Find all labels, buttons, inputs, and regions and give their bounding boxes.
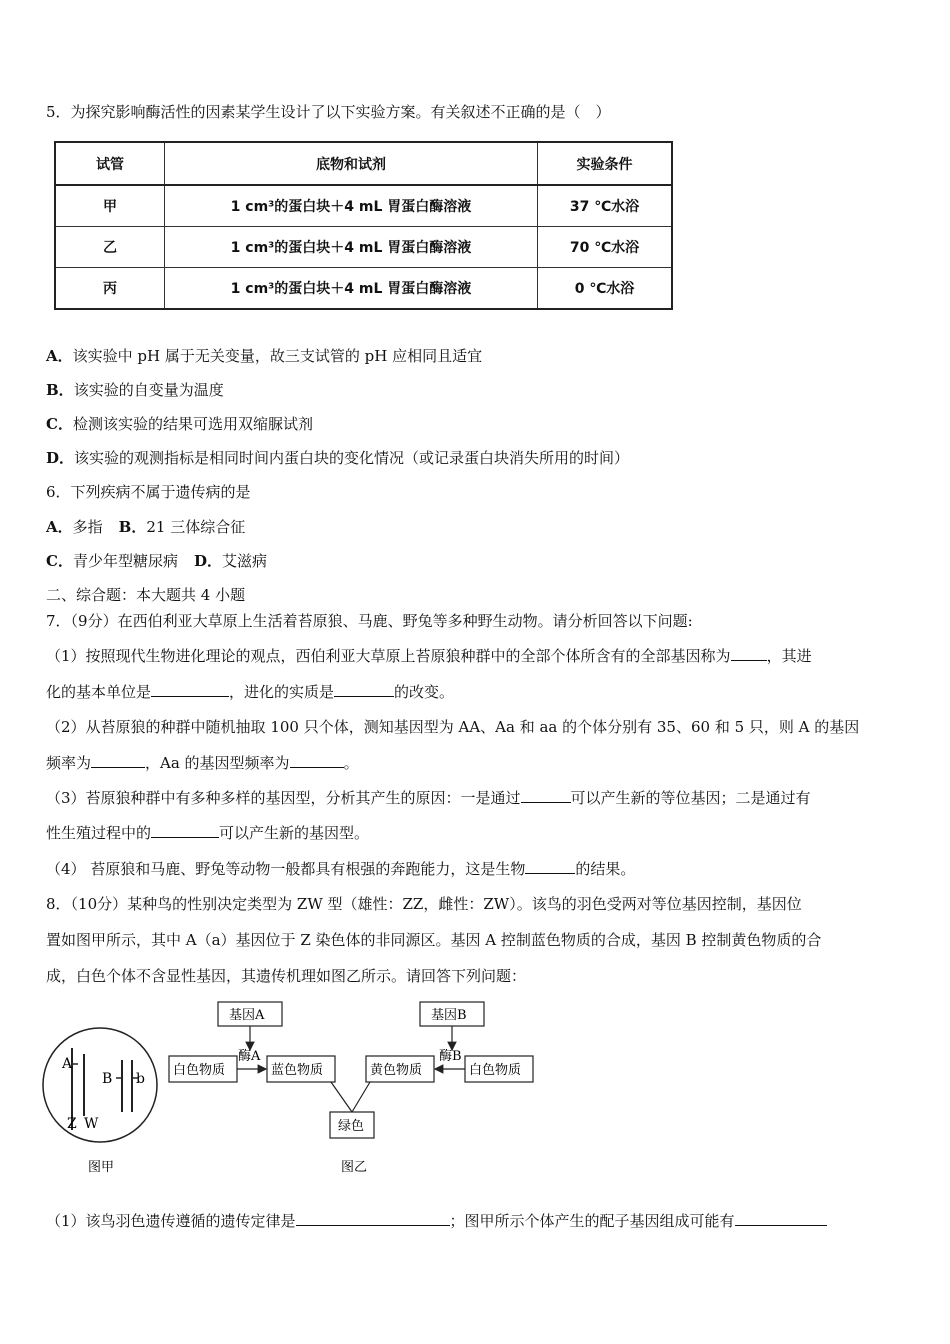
answer-blank[interactable]	[296, 1211, 450, 1226]
answer-blank[interactable]	[290, 753, 344, 768]
text: 可以产生新的等位基因；二是通过有	[570, 789, 811, 807]
q8-stem-line1: 8．（10分）某种鸟的性别决定类型为 ZW 型（雄性：ZZ，雌性：ZW）。该鸟的羽色受两对等位基因控制，基因位	[46, 895, 802, 913]
section-title: 二、综合题：本大题共 4 小题	[46, 586, 246, 604]
table-row	[55, 268, 672, 310]
figure-yi	[165, 998, 545, 1180]
option-label: C．	[46, 415, 73, 433]
answer-blank[interactable]	[151, 682, 229, 697]
table-cell: 0 ℃水浴	[538, 268, 673, 310]
q6-options-row2	[46, 551, 267, 571]
blue-substance: 蓝色物质	[271, 1063, 324, 1078]
figure-caption-jia: 图甲	[88, 1160, 115, 1175]
table-cell: 1 cm³的蛋白块＋4 mL 胃蛋白酶溶液	[165, 185, 538, 227]
answer-blank[interactable]	[521, 788, 571, 803]
white-substance-right: 白色物质	[469, 1063, 522, 1078]
option-text: 青少年型糖尿病	[72, 552, 178, 570]
q5-option-c	[46, 414, 313, 434]
gene-label-A: A	[62, 1056, 73, 1072]
text: （4） 苔原狼和马鹿、野兔等动物一般都具有根强的奔跑能力，这是生物	[46, 860, 526, 878]
q7-part3-line2	[46, 823, 369, 843]
q7-part4	[46, 859, 635, 879]
table-cell: 1 cm³的蛋白块＋4 mL 胃蛋白酶溶液	[165, 227, 538, 268]
option-label: B．	[118, 518, 147, 536]
option-text: 检测该实验的结果可选用双缩脲试剂	[72, 415, 313, 433]
q7-stem: 7．（9分）在西伯利亚大草原上生活着苔原狼、马鹿、野兔等多种野生动物。请分析回答以下问题:	[46, 612, 693, 630]
text: 频率为	[46, 754, 92, 772]
q5-option-a	[46, 346, 482, 366]
table-header: 实验条件	[538, 142, 673, 185]
text: （1）按照现代生物进化理论的观点，西伯利亚大草原上苔原狼种群中的全部个体所含有的全部基因称为	[46, 647, 731, 665]
q5-option-b	[46, 380, 224, 400]
experiment-table	[54, 141, 673, 310]
text: ；图甲所示个体产生的配子基因组成可能有	[449, 1212, 735, 1230]
q8-stem-line3: 成，白色个体不含显性基因，其遗传机理如图乙所示。请回答下列问题：	[46, 967, 527, 985]
option-text: 该实验的自变量为温度	[73, 381, 224, 399]
yellow-substance: 黄色物质	[370, 1063, 423, 1078]
q5-option-d	[46, 448, 629, 468]
q8-part1	[46, 1211, 827, 1231]
line-blue-to-green	[331, 1082, 352, 1112]
q6-options-row1	[46, 517, 245, 537]
text: 性生殖过程中的	[46, 824, 152, 842]
answer-blank[interactable]	[731, 646, 767, 661]
figure-caption-yi: 图乙	[341, 1160, 368, 1175]
option-label: D．	[193, 552, 222, 570]
text: 。	[343, 754, 359, 772]
text: （3）苔原狼种群中有多种多样的基因型，分析其产生的原因：一是通过	[46, 789, 521, 807]
gene-label-B: B	[102, 1071, 113, 1087]
text: ，进化的实质是	[229, 683, 335, 701]
option-text: 该实验中 pH 属于无关变量，故三支试管的 pH 应相同且适宜	[72, 347, 483, 365]
option-label: D．	[46, 449, 75, 467]
table-cell: 乙	[55, 227, 165, 268]
text: 可以产生新的基因型。	[219, 824, 370, 842]
text: 化的基本单位是	[46, 683, 152, 701]
text: 的改变。	[394, 683, 455, 701]
text: ，其进	[766, 647, 812, 665]
q7-part2-line1: （2）从苔原狼的种群中随机抽取 100 只个体，测知基因型为 AA、Aa 和 aa 的个体分别有 35、60 和 5 只，则 A 的基因	[46, 718, 860, 736]
enzyme-b-label: 酶B	[439, 1049, 462, 1064]
option-text: 艾滋病	[221, 552, 267, 570]
green-label: 绿色	[338, 1119, 365, 1134]
table-row	[55, 185, 672, 227]
table-header: 底物和试剂	[165, 142, 538, 185]
gene-b-label: 基因B	[431, 1008, 467, 1023]
text: ，Aa 的基因型频率为	[145, 754, 290, 772]
chromosome-label-Z: Z	[67, 1116, 77, 1132]
option-text: 该实验的观测指标是相同时间内蛋白块的变化情况（或记录蛋白块消失所用的时间）	[74, 449, 630, 467]
option-label: C．	[46, 552, 73, 570]
q7-part1-line2	[46, 682, 454, 702]
q5-stem: 5．为探究影响酶活性的因素某学生设计了以下实验方案。有关叙述不正确的是（ ）	[46, 103, 611, 121]
q7-part2-line2	[46, 753, 359, 773]
table-cell: 1 cm³的蛋白块＋4 mL 胃蛋白酶溶液	[165, 268, 538, 310]
gene-a-label: 基因A	[229, 1008, 265, 1023]
answer-blank[interactable]	[91, 753, 145, 768]
option-text: 多指	[72, 518, 103, 536]
q8-stem-line2: 置如图甲所示，其中 A（a）基因位于 Z 染色体的非同源区。基因 A 控制蓝色物质的合成，基因 B 控制黄色物质的合	[46, 931, 822, 949]
q7-part1-line1	[46, 646, 812, 666]
text: （1）该鸟羽色遗传遵循的遗传定律是	[46, 1212, 296, 1230]
table-cell: 甲	[55, 185, 165, 227]
q7-part3-line1	[46, 788, 811, 808]
option-label: A．	[46, 518, 73, 536]
gene-label-b: b	[136, 1071, 145, 1087]
option-label: B．	[46, 381, 74, 399]
table-cell: 丙	[55, 268, 165, 310]
enzyme-a-label: 酶A	[238, 1049, 261, 1064]
answer-blank[interactable]	[735, 1211, 827, 1226]
table-header-row	[55, 142, 672, 185]
line-yellow-to-green	[352, 1082, 370, 1112]
white-substance-left: 白色物质	[173, 1063, 226, 1078]
table-header: 试管	[55, 142, 165, 185]
table-row	[55, 227, 672, 268]
figure-jia	[40, 1020, 170, 1180]
option-text: 21 三体综合征	[146, 518, 246, 536]
answer-blank[interactable]	[151, 823, 219, 838]
answer-blank[interactable]	[525, 859, 575, 874]
text: 的结果。	[575, 860, 636, 878]
answer-blank[interactable]	[334, 682, 394, 697]
table-cell: 70 ℃水浴	[538, 227, 673, 268]
q6-stem: 6．下列疾病不属于遗传病的是	[46, 483, 251, 501]
table-cell: 37 ℃水浴	[538, 185, 673, 227]
option-label: A．	[46, 347, 73, 365]
chromosome-label-W: W	[84, 1116, 99, 1132]
